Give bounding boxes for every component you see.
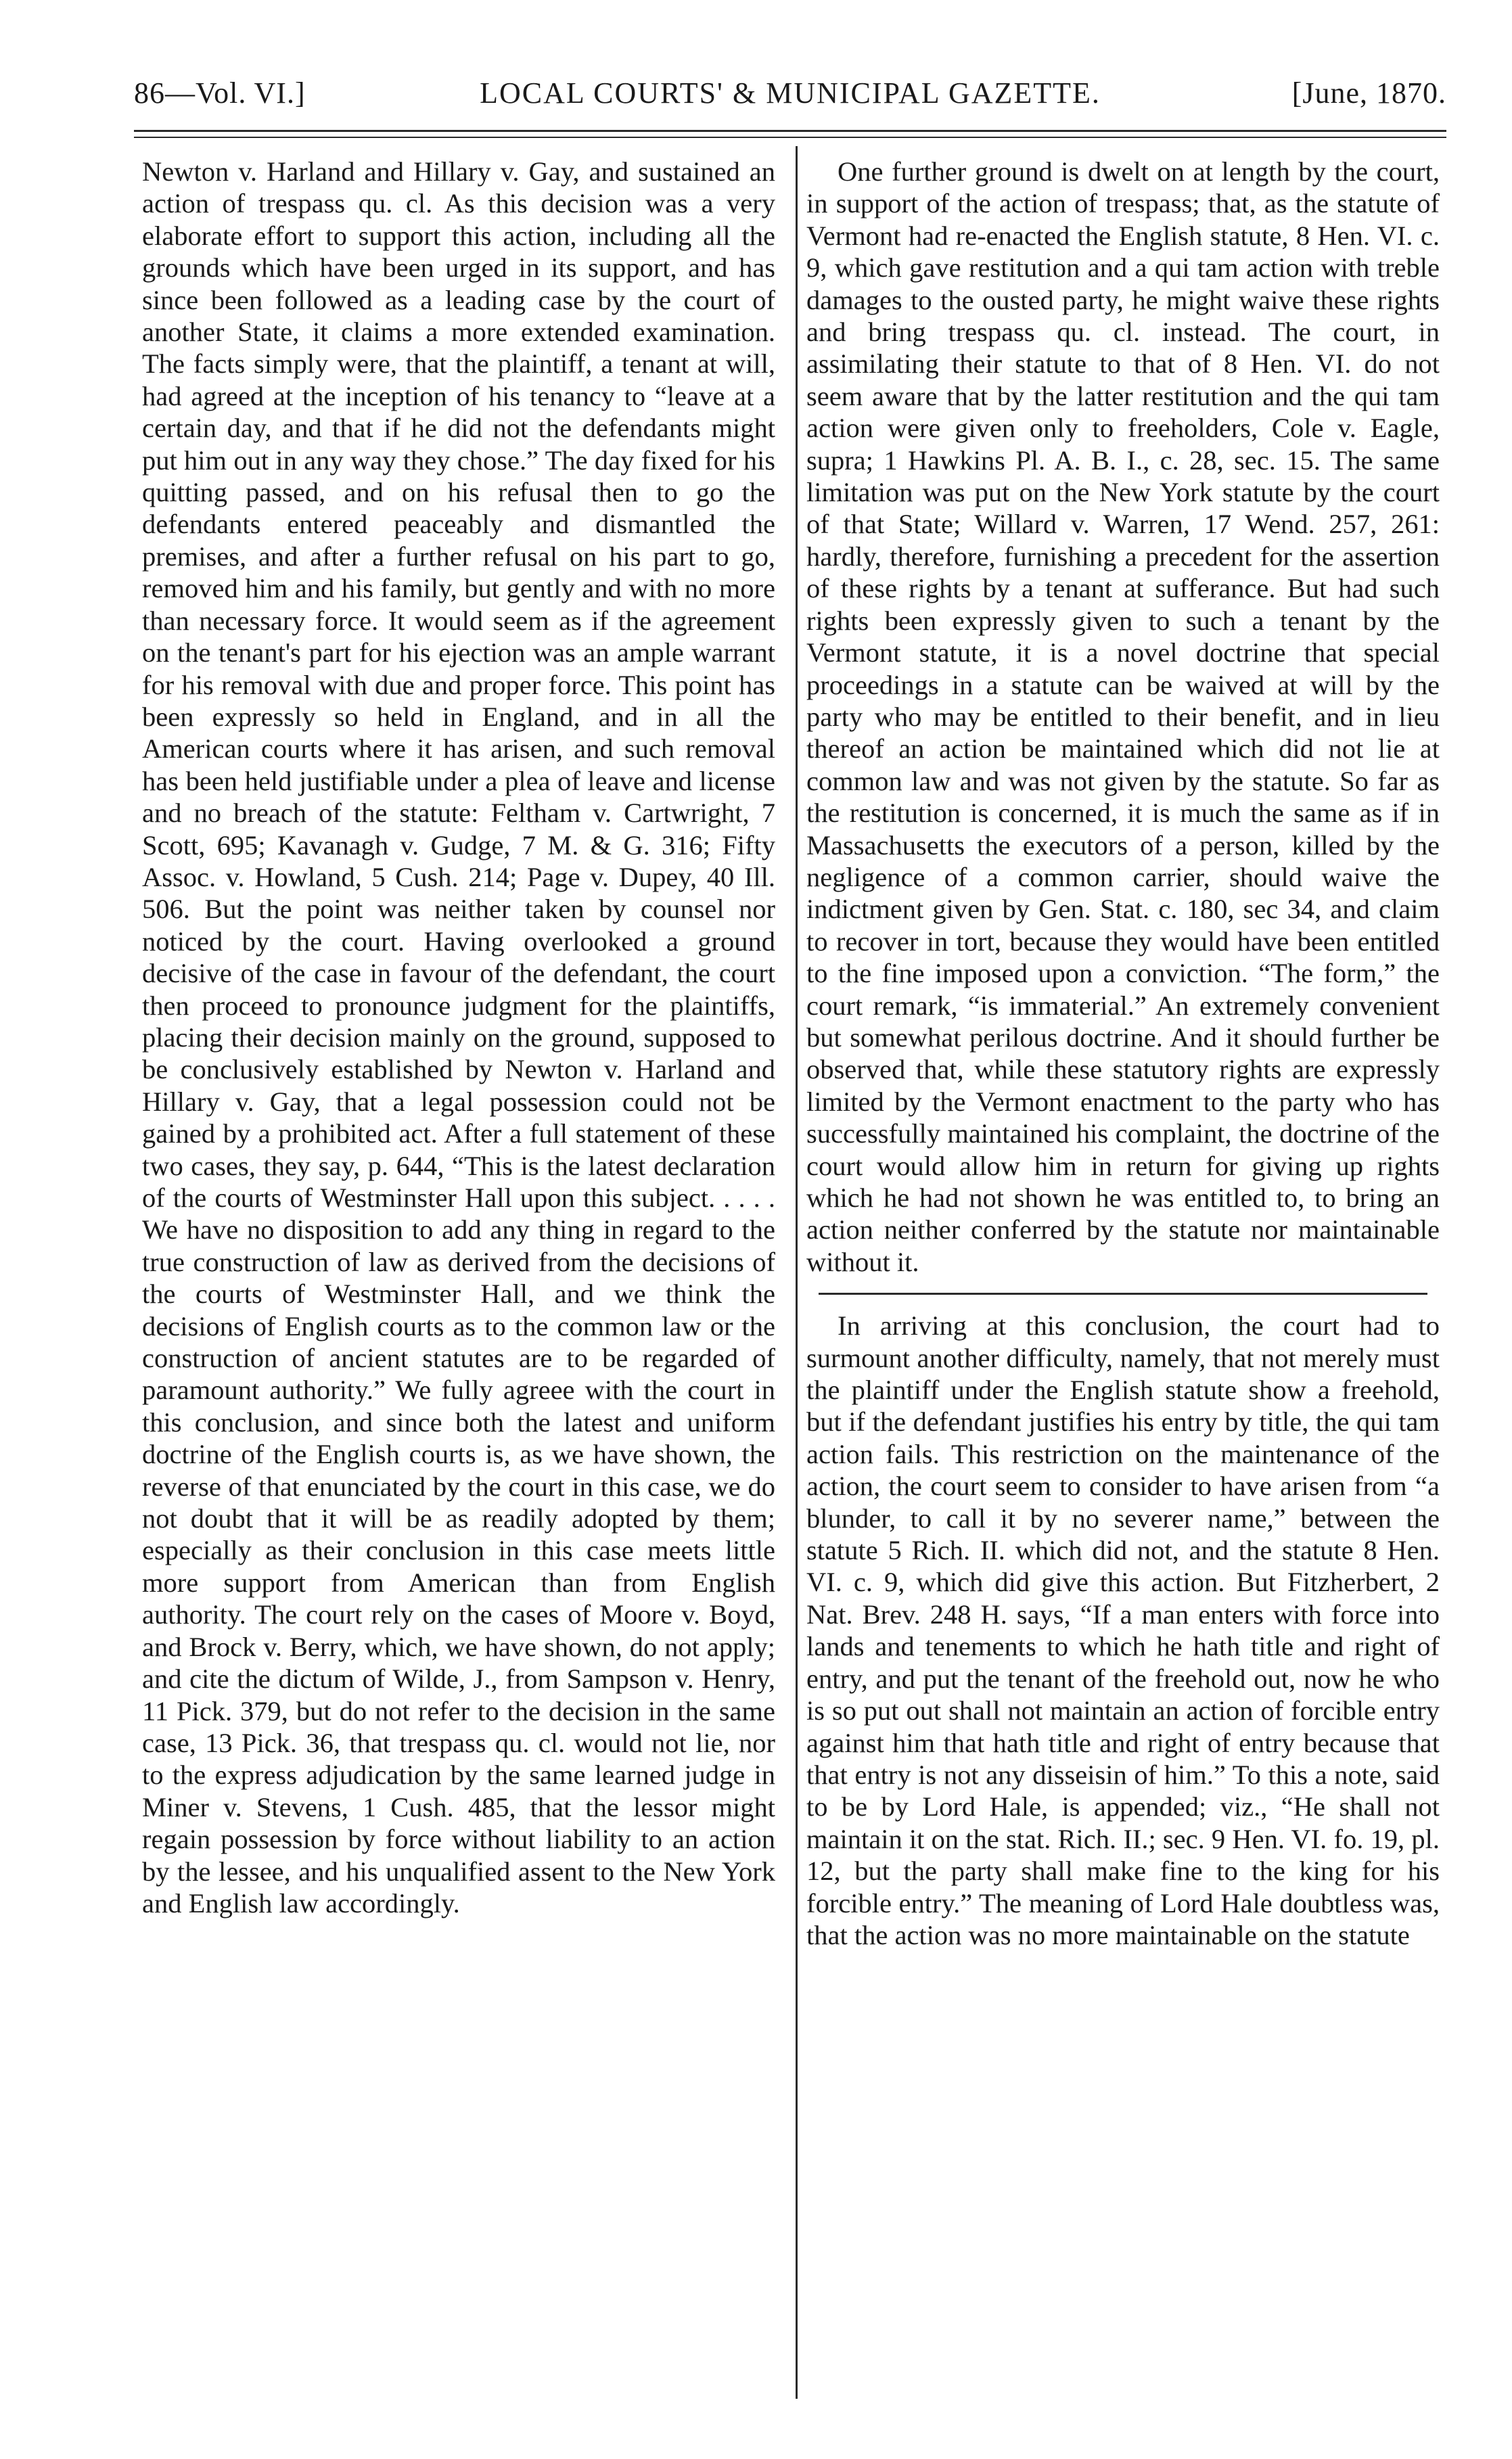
left-column	[142, 156, 775, 1919]
header-rule-bottom	[134, 137, 1446, 138]
column-divider	[796, 146, 798, 2399]
publication-title: LOCAL COURTS' & MUNICIPAL GAZETTE.	[480, 76, 1101, 110]
page-header	[134, 76, 1446, 123]
right-paragraph-2: In arriving at this conclusion, the court had to surmount another difficulty, namely, that not merely must the plaintiff under the English statute show a freehold, but if the defendant justifies his entry by title, the qui tam action fails. This restriction on the maintenance of the action, the court seem to consider to have arisen from “a blunder, to call it by no severer name,” between the statute 5 Rich. II. which did not, and the statute 8 Hen. VI. c. 9, which did give this action. But Fitzherbert, 2 Nat. Brev. 248 H. says, “If a man enters with force into lands and tenements to which he hath title and right of entry, and put the tenant of the freehold out, now he who is so put out shall not maintain an action of forcible entry against him that hath title and right of entry because that that entry is not any disseisin of him.” To this a note, said to be by Lord Hale, is appended; viz., “He shall not maintain it on the stat. Rich. II.; sec. 9 Hen. VI. fo. 19, pl. 12, but the party shall make fine to the king for his forcible entry.” The meaning of Lord Hale doubtless was, that the action was no more maintainable on the statute	[806, 1310, 1440, 1950]
right-paragraph-1: One further ground is dwelt on at length by the court, in support of the action of trespass; that, as the statute of Vermont had re-enacted the English statute, 8 Hen. VI. c. 9, which gave restitution and a qui tam action with treble damages to the ousted party, he might waive these rights and bring trespass qu. cl. instead. The court, in assimilating their statute to that of 8 Hen. VI. do not seem aware that by the latter restitution and the qui tam action were given only to freeholders, Cole v. Eagle, supra; 1 Hawkins Pl. A. B. I., c. 28, sec. 15. The same limitation was put on the New York statute by the court of that State; Willard v. Warren, 17 Wend. 257, 261: hardly, therefore, furnishing a precedent for the assertion of these rights by a tenant at sufferance. But had such rights been expressly given to such a tenant by the Vermont statute, it is a novel doctrine that special proceedings in a statute can be waived at will by the party who may be entitled to their benefit, and in lieu thereof an action be maintained which did not lie at common law and was not given by the statute. So far as the restitution is concerned, it is much the same as if in Massachusetts the executors of a person, killed by the negligence of a common carrier, should waive the indictment given by Gen. Stat. c. 180, sec 34, and claim to recover in tort, because they would have been entitled to the fine imposed upon a conviction. “The form,” the court remark, “is immaterial.” An extremely convenient but somewhat perilous doctrine. And it should further be observed that, while these statutory rights are expressly limited by the Vermont enactment to the party who has successfully maintained his complaint, the doctrine of the court would allow him in return for giving up rights which he had not shown he was entitled to, to bring an action neither conferred by the statute nor maintainable without it.	[806, 156, 1440, 1277]
header-rule-top	[134, 130, 1446, 132]
page-volume-label: 86—Vol. VI.]	[134, 76, 306, 110]
right-column	[806, 156, 1440, 1951]
left-paragraph-1: Newton v. Harland and Hillary v. Gay, and sustained an action of trespass qu. cl. As this decision was a very elaborate effort to support this action, including all the grounds which have been urged in its support, and has since been followed as a leading case by the court of another State, it claims a more extended examination. The facts simply were, that the plaintiff, a tenant at will, had agreed at the inception of his tenancy to “leave at a certain day, and that if he did not the defendants might put him out in any way they chose.” The day fixed for his quitting passed, and on his refusal then to go the defendants entered peaceably and dismantled the premises, and after a further refusal on his part to go, removed him and his family, but gently and with no more than necessary force. It would seem as if the agreement on the tenant's part for his ejection was an ample warrant for his removal with due and proper force. This point has been expressly so held in England, and in all the American courts where it has arisen, and such removal has been held justifiable under a plea of leave and license and no breach of the statute: Feltham v. Cartwright, 7 Scott, 695; Kavanagh v. Gudge, 7 M. & G. 316; Fifty Assoc. v. Howland, 5 Cush. 214; Page v. Dupey, 40 Ill. 506. But the point was neither taken by counsel nor noticed by the court. Having overlooked a ground decisive of the case in favour of the defendant, the court then proceed to pronounce judgment for the plaintiffs, placing their decision mainly on the ground, supposed to be conclusively established by Newton v. Harland and Hillary v. Gay, that a legal possession could not be gained by a prohibited act. After a full statement of these two cases, they say, p. 644, “This is the latest declaration of the courts of Westminster Hall upon this subject. . . . . We have no disposition to add any thing in regard to the true construction of law as derived from the decisions of the courts of Westminster Hall, and we think the decisions of English courts as to the common law or the construction of ancient statutes are to be regarded of paramount authority.” We fully agreee with the court in this conclusion, and since both the latest and uniform doctrine of the English courts is, as we have shown, the reverse of that enunciated by the court in this case, we do not doubt that it will be as readily adopted by them; especially as their conclusion in this case meets little more support from American than from English authority. The court rely on the cases of Moore v. Boyd, and Brock v. Berry, which, we have shown, do not apply; and cite the dictum of Wilde, J., from Sampson v. Henry, 11 Pick. 379, but do not refer to the decision in the same case, 13 Pick. 36, that trespass qu. cl. would not lie, nor to the express adjudication by the same learned judge in Miner v. Stevens, 1 Cush. 485, that the lessor might regain possession by force without liability to an action by the lessee, and his unqualified assent to the New York and English law accordingly.	[142, 156, 775, 1918]
paragraph-divider	[819, 1293, 1427, 1295]
issue-date: [June, 1870.	[1291, 76, 1446, 110]
